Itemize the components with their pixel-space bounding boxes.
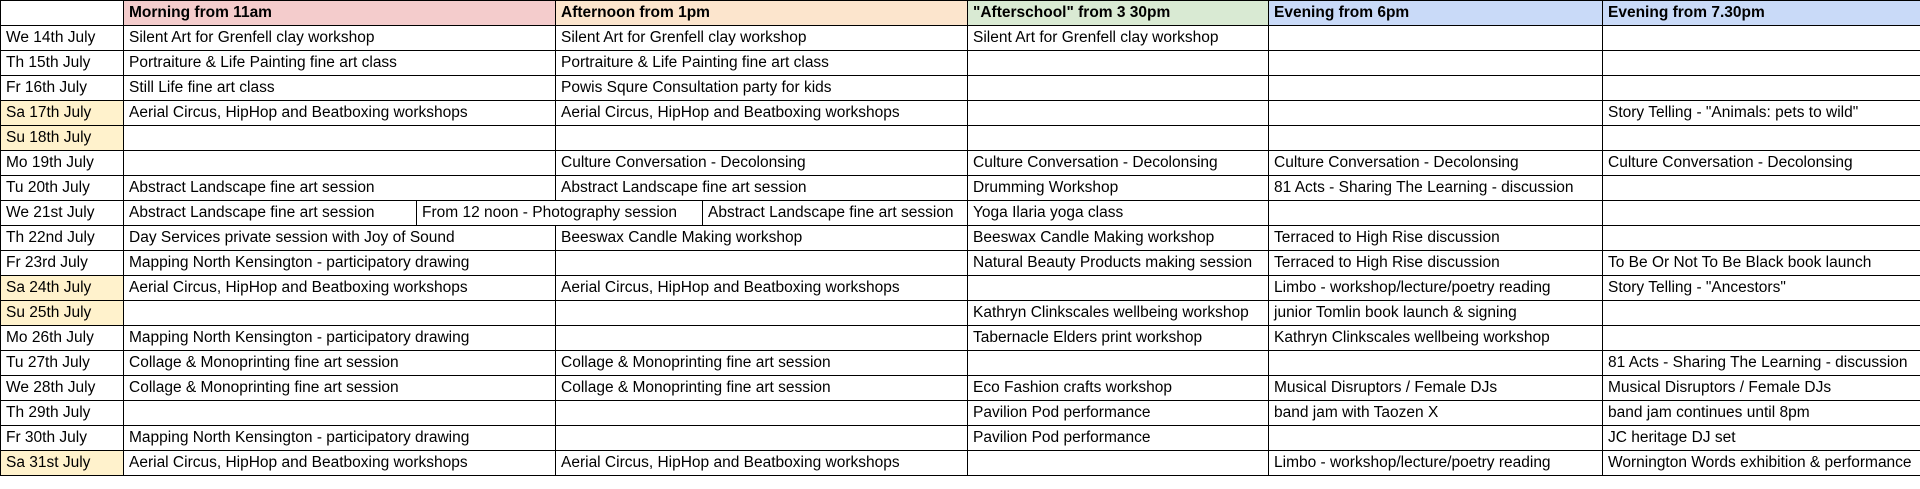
afternoon-cell[interactable]: Culture Conversation - Decolonsing (556, 151, 968, 176)
evening-6pm-cell[interactable]: Terraced to High Rise discussion (1269, 226, 1603, 251)
table-row (1, 176, 1920, 201)
day-cell[interactable]: Tu 27th July (1, 351, 124, 376)
afternoon-cell[interactable]: Aerial Circus, HipHop and Beatboxing workshops (556, 101, 968, 126)
afternoon-cell[interactable]: Collage & Monoprinting fine art session (556, 376, 968, 401)
afternoon-cell[interactable] (556, 126, 968, 151)
afternoon-cell[interactable] (556, 401, 968, 426)
table-row (1, 126, 1920, 151)
afternoon-cell[interactable]: Aerial Circus, HipHop and Beatboxing workshops (556, 276, 968, 301)
evening-730pm-cell[interactable]: 81 Acts - Sharing The Learning - discussion (1603, 351, 1920, 376)
afternoon-cell[interactable]: Beeswax Candle Making workshop (556, 226, 968, 251)
header-row (1, 1, 1920, 26)
evening-730pm-cell[interactable]: JC heritage DJ set (1603, 426, 1920, 451)
evening-6pm-cell[interactable]: Kathryn Clinkscales wellbeing workshop (1269, 326, 1603, 351)
evening-730pm-cell[interactable] (1603, 126, 1920, 151)
afterschool-cell[interactable]: Yoga Ilaria yoga class (968, 201, 1269, 226)
afternoon-cell[interactable] (556, 426, 968, 451)
schedule-body (1, 26, 1920, 476)
evening-730pm-cell[interactable] (1603, 201, 1920, 226)
afterschool-cell[interactable]: Eco Fashion crafts workshop (968, 376, 1269, 401)
afterschool-cell[interactable]: Culture Conversation - Decolonsing (968, 151, 1269, 176)
morning-cell[interactable]: Abstract Landscape fine art session (124, 176, 556, 201)
morning-cell[interactable]: Silent Art for Grenfell clay workshop (124, 26, 556, 51)
afternoon-cell[interactable]: Portraiture & Life Painting fine art class (556, 51, 968, 76)
morning-cell[interactable] (124, 151, 556, 176)
evening-730pm-cell[interactable]: Story Telling - "Animals: pets to wild" (1603, 101, 1920, 126)
evening-6pm-cell[interactable]: Culture Conversation - Decolonsing (1269, 151, 1603, 176)
day-cell[interactable]: Fr 23rd July (1, 251, 124, 276)
afterschool-cell[interactable]: Silent Art for Grenfell clay workshop (968, 26, 1269, 51)
evening-730pm-cell[interactable]: Story Telling - "Ancestors" (1603, 276, 1920, 301)
evening-730pm-cell[interactable]: Musical Disruptors / Female DJs (1603, 376, 1920, 401)
day-cell[interactable]: We 28th July (1, 376, 124, 401)
day-cell[interactable]: Fr 16th July (1, 76, 124, 101)
day-cell[interactable]: We 14th July (1, 26, 124, 51)
evening-6pm-cell[interactable]: Musical Disruptors / Female DJs (1269, 376, 1603, 401)
evening-6pm-cell[interactable]: Limbo - workshop/lecture/poetry reading (1269, 451, 1603, 476)
table-row (1, 101, 1920, 126)
morning-cell[interactable]: Aerial Circus, HipHop and Beatboxing workshops (124, 276, 556, 301)
evening-730pm-cell[interactable]: To Be Or Not To Be Black book launch (1603, 251, 1920, 276)
evening-6pm-cell[interactable] (1269, 26, 1603, 51)
table-row (1, 201, 1920, 226)
afterschool-cell[interactable]: Pavilion Pod performance (968, 426, 1269, 451)
day-cell[interactable]: Th 15th July (1, 51, 124, 76)
afterschool-cell[interactable] (968, 101, 1269, 126)
morning-cell[interactable]: Mapping North Kensington - participatory drawing (124, 326, 556, 351)
morning-cell[interactable]: Mapping North Kensington - participatory drawing (124, 426, 556, 451)
evening-6pm-cell[interactable] (1269, 426, 1603, 451)
split-session-2: From 12 noon - Photography session (417, 201, 703, 225)
afterschool-cell[interactable] (968, 76, 1269, 101)
day-cell[interactable]: Sa 24th July (1, 276, 124, 301)
evening-6pm-cell[interactable] (1269, 201, 1603, 226)
evening-730pm-cell[interactable]: Culture Conversation - Decolonsing (1603, 151, 1920, 176)
evening-730pm-cell[interactable] (1603, 26, 1920, 51)
morning-cell[interactable]: Portraiture & Life Painting fine art class (124, 51, 556, 76)
day-cell[interactable]: Th 22nd July (1, 226, 124, 251)
day-cell[interactable]: Fr 30th July (1, 426, 124, 451)
split-morning-cell[interactable] (124, 201, 968, 226)
afterschool-cell[interactable] (968, 126, 1269, 151)
day-cell[interactable]: We 21st July (1, 201, 124, 226)
afterschool-cell[interactable]: Kathryn Clinkscales wellbeing workshop (968, 301, 1269, 326)
day-cell[interactable]: Sa 31st July (1, 451, 124, 476)
evening-730pm-cell[interactable] (1603, 76, 1920, 101)
day-cell[interactable]: Tu 20th July (1, 176, 124, 201)
afterschool-cell[interactable]: Tabernacle Elders print workshop (968, 326, 1269, 351)
afternoon-cell[interactable] (556, 301, 968, 326)
table-row (1, 401, 1920, 426)
afternoon-cell[interactable]: Aerial Circus, HipHop and Beatboxing workshops (556, 451, 968, 476)
table-row (1, 451, 1920, 476)
afterschool-cell[interactable] (968, 351, 1269, 376)
evening-6pm-cell[interactable] (1269, 76, 1603, 101)
afterschool-cell[interactable] (968, 276, 1269, 301)
evening-730pm-cell[interactable] (1603, 51, 1920, 76)
evening-730pm-cell[interactable] (1603, 176, 1920, 201)
afterschool-cell[interactable]: Natural Beauty Products making session (968, 251, 1269, 276)
day-cell[interactable]: Su 18th July (1, 126, 124, 151)
table-row (1, 376, 1920, 401)
table-row (1, 226, 1920, 251)
day-cell[interactable]: Sa 17th July (1, 101, 124, 126)
afterschool-cell[interactable]: Drumming Workshop (968, 176, 1269, 201)
morning-cell[interactable] (124, 401, 556, 426)
morning-cell[interactable]: Aerial Circus, HipHop and Beatboxing workshops (124, 101, 556, 126)
morning-cell[interactable]: Still Life fine art class (124, 76, 556, 101)
evening-730pm-cell[interactable]: Wornington Words exhibition & performance (1603, 451, 1920, 476)
table-row (1, 351, 1920, 376)
evening-6pm-cell[interactable] (1269, 101, 1603, 126)
day-cell[interactable]: Th 29th July (1, 401, 124, 426)
morning-cell[interactable]: Day Services private session with Joy of Sound (124, 226, 556, 251)
afternoon-cell[interactable]: Powis Squre Consultation party for kids (556, 76, 968, 101)
afterschool-cell[interactable]: Beeswax Candle Making workshop (968, 226, 1269, 251)
evening-6pm-cell[interactable]: Limbo - workshop/lecture/poetry reading (1269, 276, 1603, 301)
table-row (1, 301, 1920, 326)
morning-cell[interactable]: Collage & Monoprinting fine art session (124, 376, 556, 401)
afternoon-cell[interactable]: Abstract Landscape fine art session (556, 176, 968, 201)
day-cell[interactable]: Su 25th July (1, 301, 124, 326)
table-row (1, 426, 1920, 451)
evening-6pm-cell[interactable]: Terraced to High Rise discussion (1269, 251, 1603, 276)
morning-cell[interactable]: Mapping North Kensington - participatory drawing (124, 251, 556, 276)
evening-6pm-cell[interactable] (1269, 351, 1603, 376)
split-session-1: Abstract Landscape fine art session (129, 201, 417, 225)
morning-cell[interactable]: Aerial Circus, HipHop and Beatboxing workshops (124, 451, 556, 476)
afternoon-cell[interactable]: Collage & Monoprinting fine art session (556, 351, 968, 376)
day-cell[interactable]: Mo 26th July (1, 326, 124, 351)
evening-6pm-cell[interactable]: junior Tomlin book launch & signing (1269, 301, 1603, 326)
day-cell[interactable]: Mo 19th July (1, 151, 124, 176)
evening-6pm-cell[interactable]: band jam with Taozen X (1269, 401, 1603, 426)
evening-6pm-cell[interactable] (1269, 126, 1603, 151)
evening-730pm-cell[interactable]: band jam continues until 8pm (1603, 401, 1920, 426)
afternoon-cell[interactable]: Silent Art for Grenfell clay workshop (556, 26, 968, 51)
afterschool-cell[interactable] (968, 51, 1269, 76)
table-row (1, 151, 1920, 176)
split-session-3: Abstract Landscape fine art session (708, 204, 954, 221)
evening-6pm-cell[interactable]: 81 Acts - Sharing The Learning - discussion (1269, 176, 1603, 201)
afternoon-cell[interactable] (556, 326, 968, 351)
header-afterschool[interactable]: "Afterschool" from 3 30pm (968, 1, 1269, 26)
evening-6pm-cell[interactable] (1269, 51, 1603, 76)
afterschool-cell[interactable] (968, 451, 1269, 476)
header-morning[interactable]: Morning from 11am (124, 1, 556, 26)
table-row (1, 276, 1920, 301)
header-evening-6pm[interactable]: Evening from 6pm (1269, 1, 1603, 26)
evening-730pm-cell[interactable] (1603, 326, 1920, 351)
evening-730pm-cell[interactable] (1603, 301, 1920, 326)
table-row (1, 76, 1920, 101)
header-day[interactable] (1, 1, 124, 26)
table-row (1, 251, 1920, 276)
table-row (1, 51, 1920, 76)
table-row (1, 26, 1920, 51)
morning-cell[interactable] (124, 301, 556, 326)
header-afternoon[interactable]: Afternoon from 1pm (556, 1, 968, 26)
table-row (1, 326, 1920, 351)
morning-cell[interactable] (124, 126, 556, 151)
evening-730pm-cell[interactable] (1603, 226, 1920, 251)
header-evening-730pm[interactable]: Evening from 7.30pm (1603, 1, 1920, 26)
morning-cell[interactable]: Collage & Monoprinting fine art session (124, 351, 556, 376)
afternoon-cell[interactable] (556, 251, 968, 276)
afterschool-cell[interactable]: Pavilion Pod performance (968, 401, 1269, 426)
